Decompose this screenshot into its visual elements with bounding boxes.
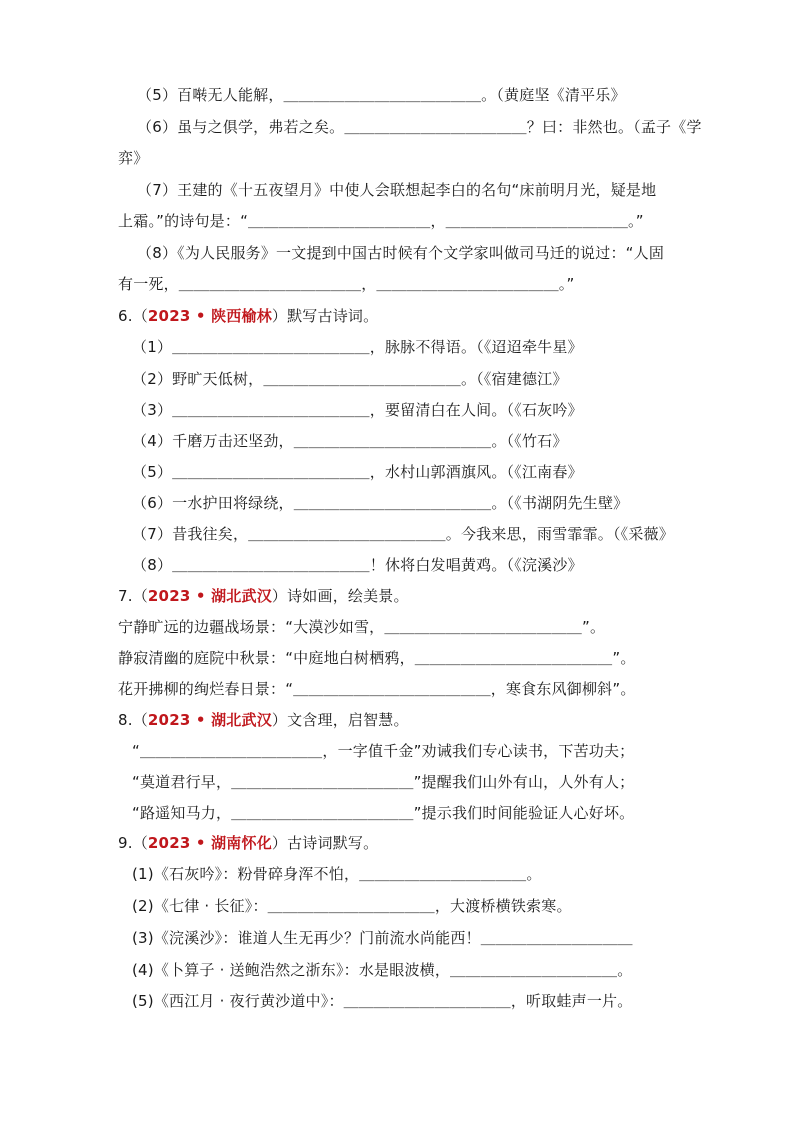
q8-item: “路遥知马力，＿＿＿＿＿＿＿＿＿＿＿＿”提示我们时间能验证人心好坏。 xyxy=(132,804,635,822)
question-8-heading xyxy=(118,710,409,730)
question-title: ）文含理，启智慧。 xyxy=(271,711,409,729)
q8-item: “莫道君行早，＿＿＿＿＿＿＿＿＿＿＿＿”提醒我们山外有山，人外有人； xyxy=(132,773,635,791)
q7-item: 宁静旷远的边疆战场景：“大漠沙如雪，＿＿＿＿＿＿＿＿＿＿＿＿＿”。 xyxy=(118,618,606,636)
q9-item: (3)《浣溪沙》：谁道人生无再少？门前流水尚能西！＿＿＿＿＿＿＿＿＿＿ xyxy=(132,929,633,947)
q6-item: （3）＿＿＿＿＿＿＿＿＿＿＿＿＿，要留清白在人间。（《石灰吟》 xyxy=(132,401,583,419)
q6-item: （5）＿＿＿＿＿＿＿＿＿＿＿＿＿，水村山郭酒旗风。（《江南春》 xyxy=(132,463,583,481)
question-source: 2023 • 陕西榆林 xyxy=(147,307,272,325)
question-7-heading xyxy=(118,586,409,606)
question-number: 6.（ xyxy=(118,307,148,325)
question-number: 7.（ xyxy=(118,587,148,605)
question-title: ）默写古诗词。 xyxy=(271,307,379,325)
q8-item: “＿＿＿＿＿＿＿＿＿＿＿＿，一字值千金”劝诫我们专心读书，下苦功夫； xyxy=(132,742,635,760)
q6-item: （4）千磨万击还坚劲，＿＿＿＿＿＿＿＿＿＿＿＿＿。（《竹石》 xyxy=(132,432,568,450)
q5-item-6: （6）虽与之俱学，弗若之矣。＿＿＿＿＿＿＿＿＿＿＿＿？曰：非然也。（孟子《学 xyxy=(137,118,702,136)
question-source: 2023 • 湖北武汉 xyxy=(147,587,272,605)
question-number: 8.（ xyxy=(118,711,148,729)
question-6-heading xyxy=(118,306,378,326)
question-number: 9.（ xyxy=(118,834,148,852)
question-9-heading xyxy=(118,833,378,853)
q5-item-8-cont: 有一死，＿＿＿＿＿＿＿＿＿＿＿＿，＿＿＿＿＿＿＿＿＿＿＿＿。” xyxy=(118,275,575,293)
q7-item: 静寂清幽的庭院中秋景：“中庭地白树栖鸦，＿＿＿＿＿＿＿＿＿＿＿＿＿”。 xyxy=(118,649,636,667)
question-title: ）诗如画，绘美景。 xyxy=(271,587,409,605)
q6-item: （1）＿＿＿＿＿＿＿＿＿＿＿＿＿，脉脉不得语。（《迢迢牵牛星》 xyxy=(132,338,583,356)
q6-item: （8）＿＿＿＿＿＿＿＿＿＿＿＿＿！休将白发唱黄鸡。（《浣溪沙》 xyxy=(132,556,583,574)
q6-item: （6）一水护田将绿绕，＿＿＿＿＿＿＿＿＿＿＿＿＿。（《书湖阴先生壁》 xyxy=(132,494,629,512)
q5-item-7: （7）王建的《十五夜望月》中使人会联想起李白的名句“床前明月光，疑是地 xyxy=(137,181,657,199)
q9-item: (1)《石灰吟》：粉骨碎身浑不怕，＿＿＿＿＿＿＿＿＿＿＿。 xyxy=(132,865,542,883)
question-source: 2023 • 湖南怀化 xyxy=(147,834,272,852)
q9-item: (4)《卜算子 · 送鲍浩然之浙东》：水是眼波横，＿＿＿＿＿＿＿＿＿＿＿。 xyxy=(132,961,633,979)
question-source: 2023 • 湖北武汉 xyxy=(147,711,272,729)
q9-item: (2)《七律 · 长征》：＿＿＿＿＿＿＿＿＿＿＿，大渡桥横铁索寒。 xyxy=(132,897,572,915)
q5-item-6-cont: 弈》 xyxy=(118,149,149,167)
q6-item: （2）野旷天低树，＿＿＿＿＿＿＿＿＿＿＿＿＿。（《宿建德江》 xyxy=(132,370,568,388)
q5-item-5: （5）百啭无人能解，＿＿＿＿＿＿＿＿＿＿＿＿＿。（黄庭坚《清平乐》 xyxy=(137,86,626,104)
q5-item-7-cont: 上霜。”的诗句是：“＿＿＿＿＿＿＿＿＿＿＿＿，＿＿＿＿＿＿＿＿＿＿＿＿。” xyxy=(118,212,644,230)
q9-item: (5)《西江月 · 夜行黄沙道中》：＿＿＿＿＿＿＿＿＿＿＿，听取蛙声一片。 xyxy=(132,992,633,1010)
q6-item: （7）昔我往矣，＿＿＿＿＿＿＿＿＿＿＿＿＿。今我来思，雨雪霏霏。（《采薇》 xyxy=(132,525,674,543)
q5-item-8: （8）《为人民服务》一文提到中国古时候有个文学家叫做司马迁的说过：“人固 xyxy=(137,244,665,262)
q7-item: 花开拂柳的绚烂春日景：“＿＿＿＿＿＿＿＿＿＿＿＿＿，寒食东风御柳斜”。 xyxy=(118,680,636,698)
question-title: ）古诗词默写。 xyxy=(271,834,379,852)
